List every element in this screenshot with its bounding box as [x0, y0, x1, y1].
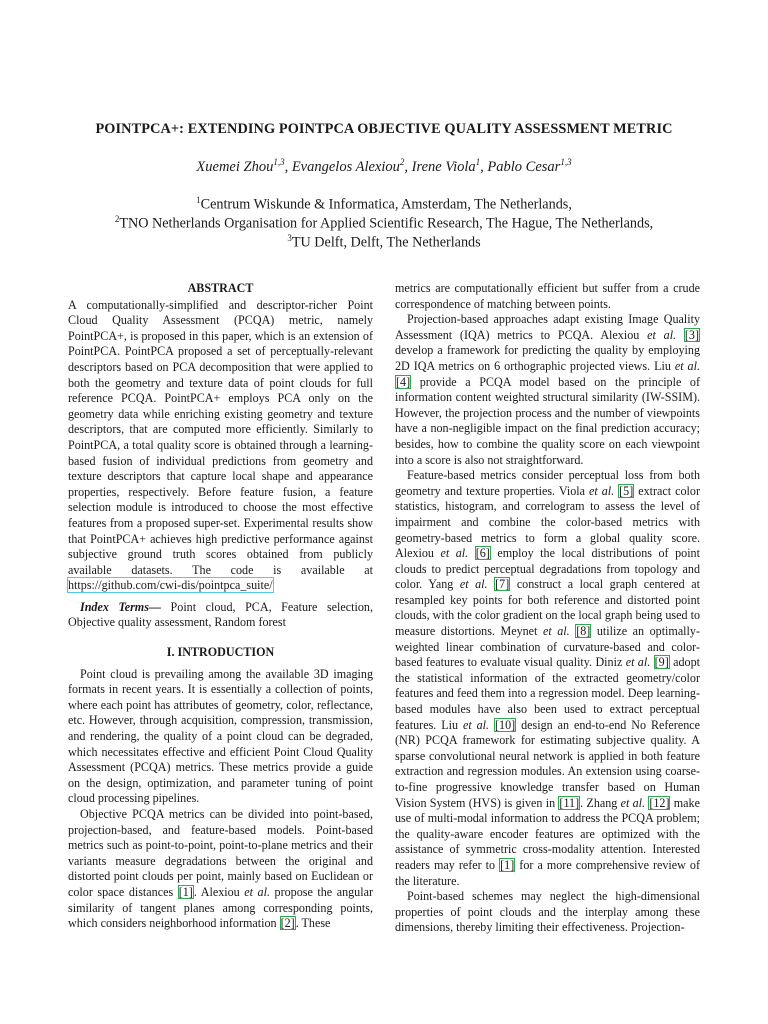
citation-link[interactable]: [6]	[475, 546, 490, 561]
left-column	[68, 281, 373, 932]
author-affiliation-mark: 2	[399, 157, 405, 167]
index-terms-text: Point cloud, PCA, Feature selection, Objective quality assessment, Random forest	[68, 599, 373, 630]
right-column	[395, 281, 700, 936]
abstract-body: A computationally-simplified and descriptor-richer Point Cloud Quality Assessment (PCQA) metric, namely PointPCA+, is proposed in this paper, which is an extension of PointPCA. PointPCA proposed a set of perceptually-relevant descriptors based on PCA decomposition that were applied to both the geometry and texture data of point clouds for full reference PCQA. PointPCA+ employs PCA only on the geometry data while enriching existing geometry and texture descriptors, that are computed more efficiently. Similarly to PointPCA, a total quality score is obtained through a learning-based fusion of individual predictions from geometry and texture descriptors that capture local shape and appearance properties, respectively. Before feature fusion, a feature selection module is introduced to choose the most effective features from a proposed super-set. Experimental results show that PointPCA+ achieves high predictive performance against subjective ground truth scores obtained from publicly available datasets. The code is available at https://github.com/cwi-dis/pointpca_suite/	[68, 297, 373, 593]
author-name: Evangelos Alexiou	[291, 158, 400, 175]
citation-link[interactable]: [3]	[684, 327, 699, 342]
affiliation-mark: 3	[287, 233, 292, 243]
body-paragraph: Feature-based metrics consider perceptual loss from both geometry and texture properties. Viola et al. [5] extract color statistics, histogram, and correlogram to assess the level of impairment and combine the color-based metrics with geometry-based metrics to form a global quality score. Alexiou et al. [6] employ the local distributions of point clouds to predict perceptual degradations from topology and color. Yang et al. [7] construct a local graph centered at resampled key points for both reference and distorted point clouds, with the color gradient on the local graph being used to measure distortions. Meynet et al. [8] utilize an optimally-weighted linear combination of curvature-based and color-based features to evaluate visual quality. Diniz et al. [9] adopt the statistical information of the extracted geometry/color features and feed them into a regression model. Deep learning-based modules have also been used to extract perceptual features. Liu et al. [10] design an end-to-end No Reference (NR) PCQA framework for estimating subjective quality. A sparse convolutional neural network is applied in both feature extraction and regression modules. An extension using coarse-to-fine progressive knowledge transfer based on Human Vision System (HVS) is given in [11]. Zhang et al. [12] make use of multi-modal information to address the PCQA problem; the quality-aware encoder features are optimized with the assistance of symmetric cross-modality attention. Interested readers may refer to [1] for a more comprehensive review of the literature.	[395, 468, 701, 888]
author-name: Irene Viola	[411, 158, 476, 175]
affiliation-line	[0, 233, 768, 252]
citation-link[interactable]: [10]	[495, 717, 516, 732]
author-list: Xuemei Zhou$^{1,3}$, Evangelos Alexiou$^2$, Irene Viola$^1$, Pablo Cesar$^{1,3}$	[196, 157, 572, 175]
author-affiliation-mark: 1,3	[560, 157, 572, 167]
citation-link[interactable]: [5]	[619, 483, 634, 498]
affiliation-text: TNO Netherlands Organisation for Applied Scientific Research, The Hague, The Netherlands,	[119, 215, 654, 232]
citation-link[interactable]: [8]	[576, 624, 591, 639]
author-affiliation-mark: 1,3	[273, 157, 285, 167]
citation-link[interactable]: [7]	[495, 577, 510, 592]
index-terms	[68, 600, 373, 631]
intro-paragraph: Objective PCQA metrics can be divided into point-based, projection-based, and feature-based models. Point-based metrics such as point-to-point, point-to-plane metrics and their variants measure degradations between the original and distorted point clouds per point, mainly based on Euclidean or color space distances [1]. Alexiou et al. propose the angular similarity of tangent planes among corresponding points, which considers neighborhood information [2]. These	[68, 807, 373, 931]
citation-link[interactable]: [4]	[396, 374, 411, 389]
affiliation-mark: 2	[114, 214, 120, 224]
affiliation-line	[0, 195, 768, 214]
citation-link[interactable]: [9]	[654, 655, 669, 670]
body-paragraph: metrics are computationally efficient but suffer from a crude correspondence of matching between points.	[395, 281, 700, 311]
citation-link[interactable]: [2]	[280, 916, 295, 931]
index-terms-label: Index Terms—	[80, 599, 161, 614]
body-paragraph: Point-based schemes may neglect the high-dimensional properties of point clouds and the interplay among these dimensions, thereby limiting their effectiveness. Projection-	[395, 889, 700, 935]
author-name: Xuemei Zhou	[196, 158, 274, 175]
affiliation-line	[0, 214, 768, 233]
body-paragraph: Projection-based approaches adapt existing Image Quality Assessment (IQA) metrics to PCQA. Alexiou et al. [3] develop a framework for predicting the quality by employing 2D IQA metrics on 6 orthographic projected views. Liu et al. [4] provide a PCQA model based on the principle of information content weighted structural similarity (IW-SSIM). However, the projection process and the number of viewpoints have a non-negligible impact on the final prediction accuracy; besides, how to combine the quality score on each viewpoint into a score is also not straightforward.	[395, 312, 700, 467]
affiliation-mark: 1	[196, 195, 201, 205]
citation-link[interactable]: [1]	[178, 884, 193, 899]
affiliation-text: Centrum Wiskunde & Informatica, Amsterdam, The Netherlands,	[200, 196, 572, 213]
code-link[interactable]: https://github.com/cwi-dis/pointpca_suite/	[68, 578, 273, 593]
citation-link[interactable]: [11]	[559, 795, 580, 810]
section-heading-introduction: I. INTRODUCTION	[166, 645, 275, 660]
author-name: Pablo Cesar	[487, 158, 561, 175]
abstract-heading: ABSTRACT	[187, 281, 254, 295]
author-affiliation-mark: 1	[475, 157, 481, 167]
citation-link[interactable]: [1]	[500, 857, 515, 872]
paper-title: POINTPCA+: EXTENDING POINTPCA OBJECTIVE QUALITY ASSESSMENT METRIC	[95, 121, 673, 137]
citation-link[interactable]: [12]	[649, 795, 670, 810]
intro-paragraph: Point cloud is prevailing among the available 3D imaging formats in recent years. It is essentially a collection of points, where each point has attributes of geometry, color, reflectance, etc. However, through acquisition, compression, transmission, and rendering, the quality of a point cloud can be degraded, which necessitates effective and efficient Point Cloud Quality Assessment (PCQA) metrics. These metrics provide a guide on the design, optimization, and parameter tuning of point cloud processing pipelines.	[68, 666, 373, 806]
affiliation-text: TU Delft, Delft, The Netherlands	[291, 234, 481, 251]
